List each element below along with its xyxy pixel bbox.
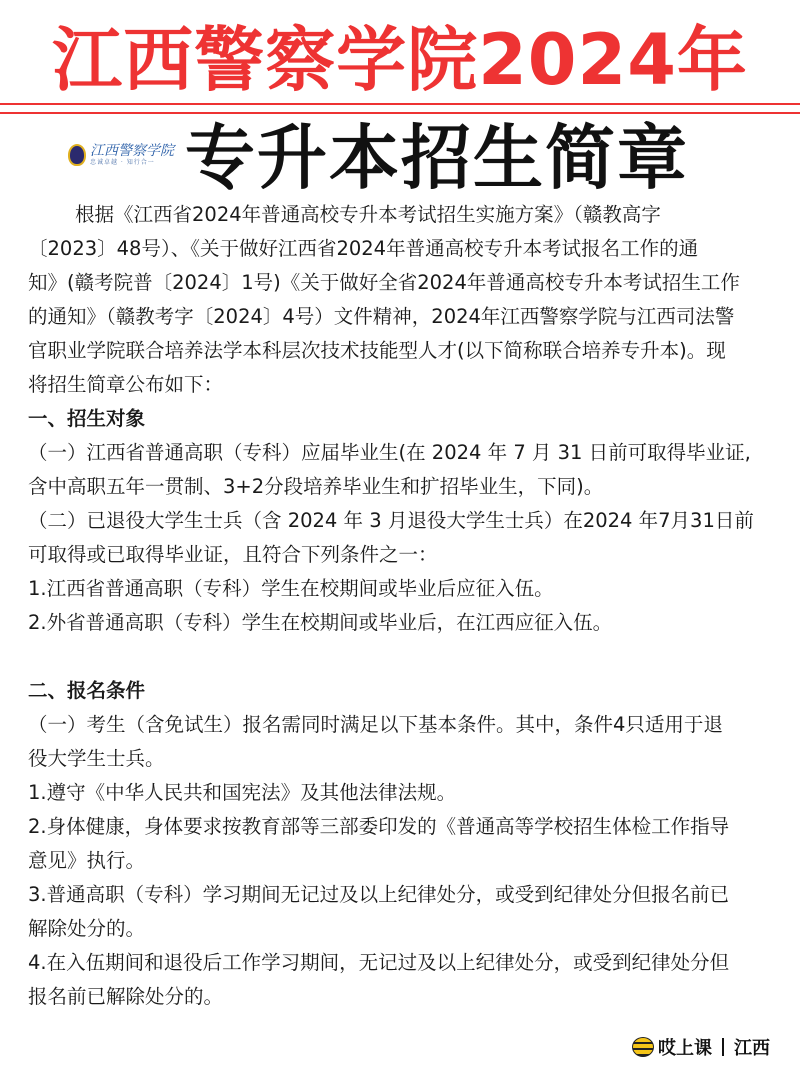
college-logo [68, 143, 174, 167]
police-badge-icon [68, 144, 86, 166]
logo-motto: 忠诚卓越 · 知行合一 [90, 159, 155, 166]
intro-line: 将招生简章公布如下： [28, 373, 224, 396]
section-line: 4.在入伍期间和退役后工作学习期间，无记过及以上纪律处分，或受到纪律处分但 [28, 951, 730, 974]
intro-line: 〔2023〕48号）、《关于做好江西省2024年普通高校专升本考试报名工作的通 [28, 237, 699, 260]
intro-line: 知》(赣考院普〔2024〕1号)《关于做好全省2024年普通高校专升本考试招生工作 [28, 271, 740, 294]
brand-name: 哎上课 [658, 1038, 712, 1059]
section-line: 3.普通高职（专科）学习期间无记过及以上纪律处分，或受到纪律处分但报名前已 [28, 883, 730, 906]
intro-line: 官职业学院联合培养法学本科层次技术技能型人才(以下简称联合培养专升本)。现 [28, 339, 726, 362]
logo-text: 江西警察学院 [90, 143, 174, 159]
section-line: 2.外省普通高职（专科）学生在校期间或毕业后，在江西应征入伍。 [28, 611, 613, 634]
section-line: （二）已退役大学生士兵（含 2024 年 3 月退役大学生士兵）在2024 年7月31日前 [28, 509, 754, 532]
section-line: 1.遵守《中华人民共和国宪法》及其他法律法规。 [28, 781, 457, 804]
bee-icon [632, 1037, 654, 1057]
divider [0, 103, 800, 105]
intro-line: 的通知》（赣教考字〔2024〕4号）文件精神，2024年江西警察学院与江西司法警 [28, 305, 735, 328]
section-line: （一）江西省普通高职（专科）应届毕业生(在 2024 年 7 月 31 日前可取得毕业证, [28, 441, 751, 464]
divider [0, 112, 800, 114]
section-line: 意见》执行。 [28, 849, 146, 872]
page-title: 江西警察学院2024年 [52, 19, 748, 101]
divider [722, 1038, 724, 1056]
section-line: 1.江西省普通高职（专科）学生在校期间或毕业后应征入伍。 [28, 577, 554, 600]
section-line: 可取得或已取得毕业证，且符合下列条件之一： [28, 543, 438, 566]
page-subtitle: 专升本招生简章 [185, 117, 689, 199]
section-line: 役大学生士兵。 [28, 747, 165, 770]
document-body [28, 198, 788, 1014]
section-line: 2.身体健康，身体要求按教育部等三部委印发的《普通高等学校招生体检工作指导 [28, 815, 730, 838]
intro-line: 根据《江西省2024年普通高校专升本考试招生实施方案》（赣教高字 [75, 203, 661, 226]
section-heading: 二、报名条件 [28, 679, 146, 702]
section-line: 含中高职五年一贯制、3+2分段培养毕业生和扩招毕业生，下同)。 [28, 475, 604, 498]
section-line: 解除处分的。 [28, 917, 146, 940]
watermark [632, 1034, 770, 1060]
section-heading: 一、招生对象 [28, 407, 146, 430]
region-name: 江西 [734, 1038, 770, 1059]
section-line: 报名前已解除处分的。 [28, 985, 224, 1008]
section-line: （一）考生（含免试生）报名需同时满足以下基本条件。其中，条件4只适用于退 [28, 713, 723, 736]
